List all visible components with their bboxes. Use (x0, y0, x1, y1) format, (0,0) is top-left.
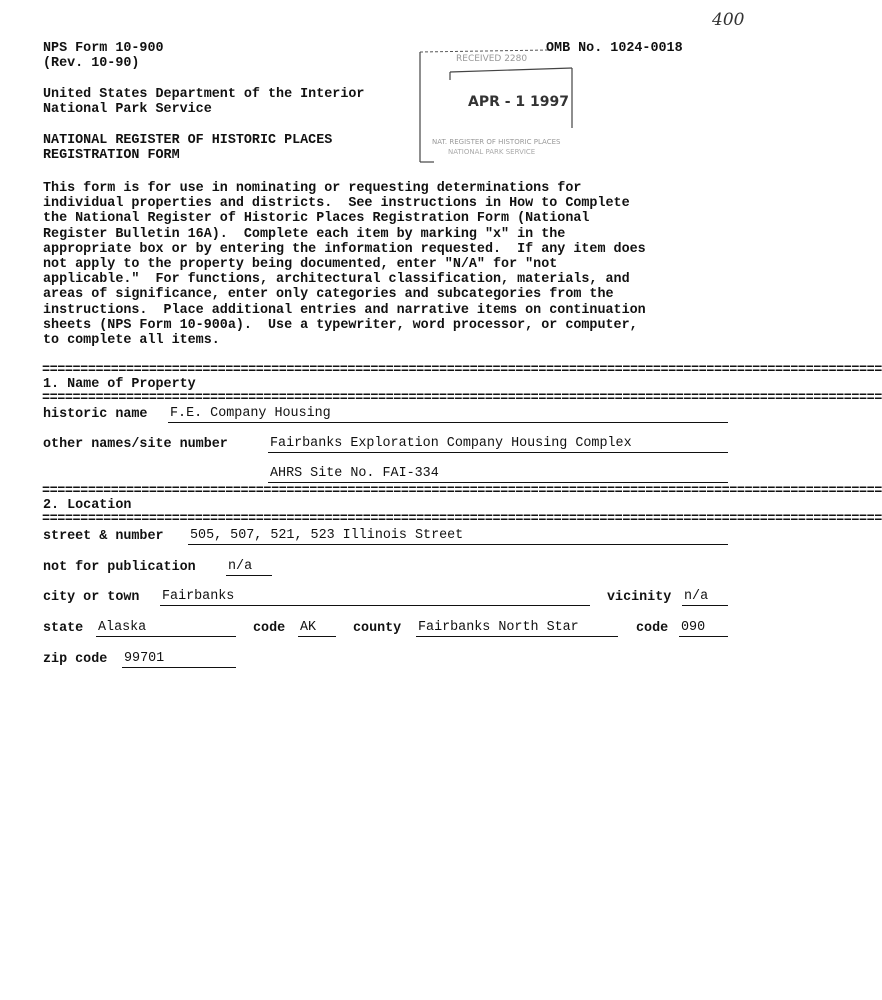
instructions-line: the National Register of Historic Places Registration Form (National (43, 211, 590, 227)
county-field[interactable]: Fairbanks North Star (416, 620, 618, 637)
form-number: NPS Form 10-900 (43, 41, 164, 56)
historic-name-label: historic name (43, 407, 148, 422)
other-names-label: other names/site number (43, 437, 228, 452)
instructions-line: sheets (NPS Form 10-900a). Use a typewriter, word processor, or computer, (43, 317, 638, 333)
instructions-paragraph (43, 181, 743, 348)
form-title: NATIONAL REGISTER OF HISTORIC PLACES (43, 133, 333, 148)
department: United States Department of the Interior (43, 87, 365, 102)
county-code-label: code (636, 621, 669, 636)
omb-number: OMB No. 1024-0018 (546, 41, 683, 56)
instructions-line: to complete all items. (43, 333, 220, 349)
city-field[interactable]: Fairbanks (160, 589, 590, 606)
instructions-line: areas of significance, enter only categories and subcategories from the (43, 287, 614, 303)
service: National Park Service (43, 102, 212, 117)
historic-name-field[interactable]: F.E. Company Housing (168, 406, 728, 423)
instructions-line: not apply to the property being documented, enter "N/A" for "not (43, 257, 558, 273)
stamp-service: NATIONAL PARK SERVICE (448, 148, 536, 156)
section2-heading: 2. Location (43, 498, 132, 513)
state-field[interactable]: Alaska (96, 620, 236, 637)
separator-line: ============================================================================================================== (42, 391, 882, 406)
state-label: state (43, 621, 84, 636)
instructions-line: applicable." For functions, architectural classification, materials, and (43, 272, 630, 288)
street-field[interactable]: 505, 507, 521, 523 Illinois Street (188, 528, 728, 545)
state-code-field[interactable]: AK (298, 620, 336, 637)
instructions-line: Register Bulletin 16A). Complete each item by marking "x" in the (43, 226, 566, 242)
instructions-line: appropriate box or by entering the information requested. If any item does (43, 241, 646, 257)
zip-field[interactable]: 99701 (122, 651, 236, 668)
section1-heading: 1. Name of Property (43, 377, 196, 392)
stamp-date: APR - 1 1997 (468, 94, 570, 110)
handwritten-page-number: 400 (712, 10, 745, 30)
zip-label: zip code (43, 652, 108, 667)
received-stamp (416, 50, 592, 168)
separator-line: ============================================================================================================== (42, 363, 882, 378)
site-number-field[interactable]: AHRS Site No. FAI-334 (268, 466, 728, 483)
instructions-line: individual properties and districts. See instructions in How to Complete (43, 196, 630, 212)
city-label: city or town (43, 590, 140, 605)
form-subtitle: REGISTRATION FORM (43, 148, 180, 163)
separator-line: ============================================================================================================== (42, 512, 882, 527)
vicinity-label: vicinity (607, 590, 672, 605)
instructions-line: instructions. Place additional entries and narrative items on continuation (43, 302, 646, 318)
not-for-publication-label: not for publication (43, 560, 196, 575)
street-label: street & number (43, 529, 164, 544)
not-for-publication-field[interactable]: n/a (226, 559, 272, 576)
stamp-register: NAT. REGISTER OF HISTORIC PLACES (432, 138, 561, 146)
other-names-field[interactable]: Fairbanks Exploration Company Housing Complex (268, 436, 728, 453)
stamp-received: RECEIVED 2280 (456, 54, 528, 64)
separator-line: ============================================================================================================== (42, 484, 882, 499)
vicinity-field[interactable]: n/a (682, 589, 728, 606)
county-code-field[interactable]: 090 (679, 620, 728, 637)
instructions-line: This form is for use in nominating or requesting determinations for (43, 181, 582, 196)
form-revision: (Rev. 10-90) (43, 56, 140, 71)
county-label: county (353, 621, 402, 636)
state-code-label: code (253, 621, 286, 636)
